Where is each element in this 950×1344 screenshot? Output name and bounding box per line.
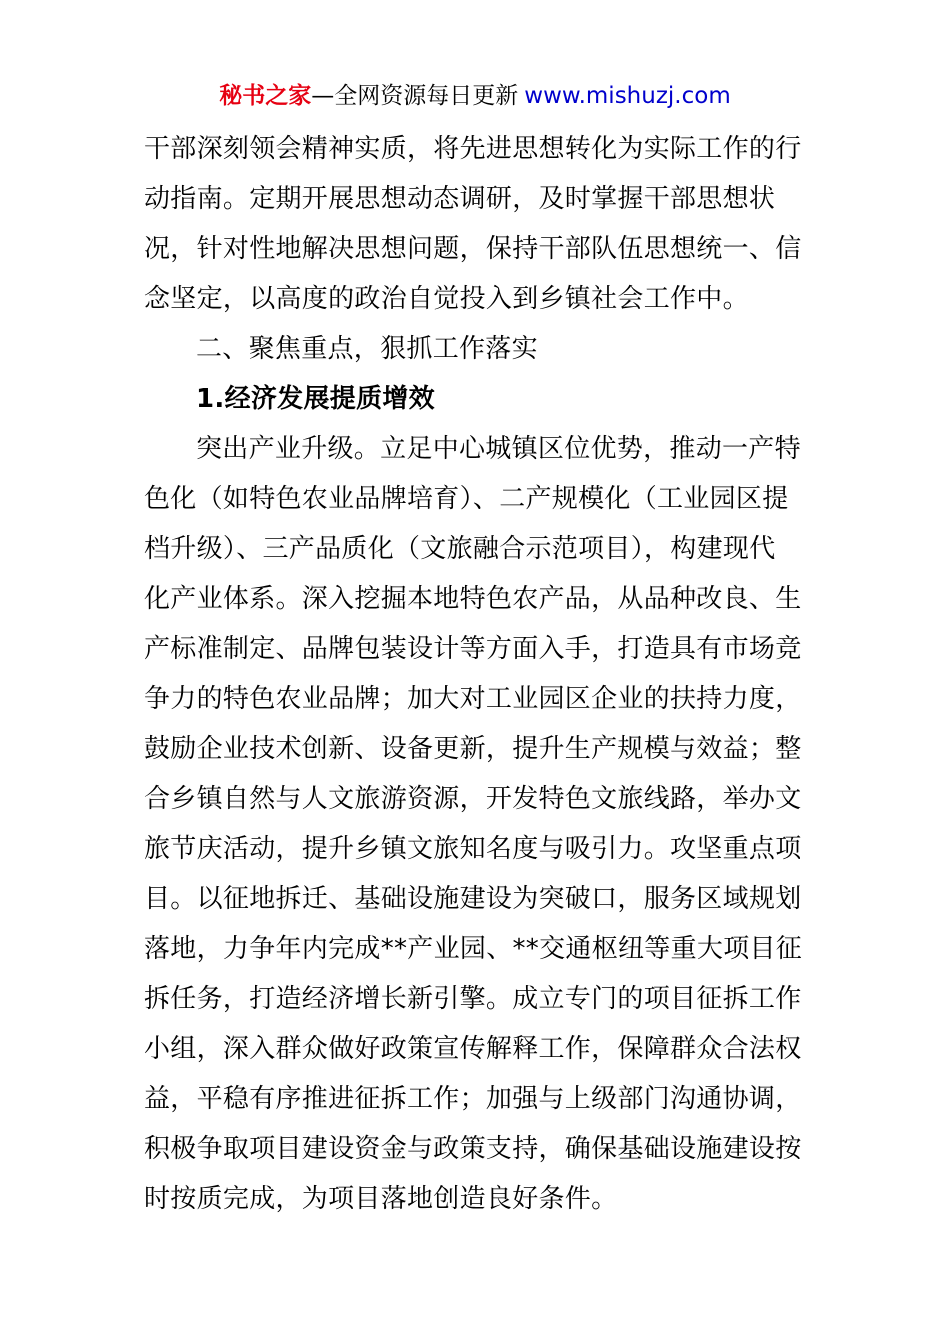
body-text-line: 产标准制定、品牌包装设计等方面入手，打造具有市场竞 <box>144 634 802 664</box>
body-text-line: 合乡镇自然与人文旅游资源，开发特色文旅线路，举办文 <box>144 784 802 814</box>
body-text-line: 干部深刻领会精神实质，将先进思想转化为实际工作的行 <box>144 134 802 164</box>
body-text-line: 念坚定，以高度的政治自觉投入到乡镇社会工作中。 <box>144 284 749 314</box>
site-url-link[interactable]: www.mishuzj.com <box>524 83 731 109</box>
document-body <box>144 124 808 1224</box>
body-text-line: 动指南。定期开展思想动态调研，及时掌握干部思想状 <box>144 184 776 214</box>
body-text-line: 目。以征地拆迁、基础设施建设为突破口，服务区域规划 <box>144 884 802 914</box>
body-text-line: 色化（如特色农业品牌培育）、二产规模化（工业园区提 <box>144 484 789 514</box>
body-text-line: 旅节庆活动，提升乡镇文旅知名度与吸引力。攻坚重点项 <box>144 834 802 864</box>
body-text-line: 化产业体系。深入挖掘本地特色农产品，从品种改良、生 <box>144 584 802 614</box>
body-text-line: 落地，力争年内完成**产业园、**交通枢纽等重大项目征 <box>144 934 803 964</box>
site-slogan: —全网资源每日更新 <box>311 83 519 109</box>
body-text-line: 时按质完成，为项目落地创造良好条件。 <box>144 1184 618 1214</box>
body-text-line: 鼓励企业技术创新、设备更新，提升生产规模与效益；整 <box>144 734 802 764</box>
body-text-line: 拆任务，打造经济增长新引擎。成立专门的项目征拆工作 <box>144 984 802 1014</box>
site-brand: 秘书之家 <box>219 83 312 109</box>
page-header <box>0 80 950 112</box>
body-text-line: 争力的特色农业品牌；加大对工业园区企业的扶持力度， <box>144 684 802 714</box>
paragraph-first-line: 突出产业升级。立足中心城镇区位优势，推动一产特 <box>196 434 801 464</box>
body-text-line: 积极争取项目建设资金与政策支持，确保基础设施建设按 <box>144 1134 802 1164</box>
section-heading: 二、聚焦重点，狠抓工作落实 <box>196 334 538 364</box>
body-text-line: 况，针对性地解决思想问题，保持干部队伍思想统一、信 <box>144 234 802 264</box>
body-text-line: 益，平稳有序推进征拆工作；加强与上级部门沟通协调， <box>144 1084 802 1114</box>
subsection-heading: 1.经济发展提质增效 <box>196 384 435 414</box>
body-text-line: 小组，深入群众做好政策宣传解释工作，保障群众合法权 <box>144 1034 802 1064</box>
body-text-line: 档升级）、三产品质化（文旅融合示范项目），构建现代 <box>144 534 776 564</box>
